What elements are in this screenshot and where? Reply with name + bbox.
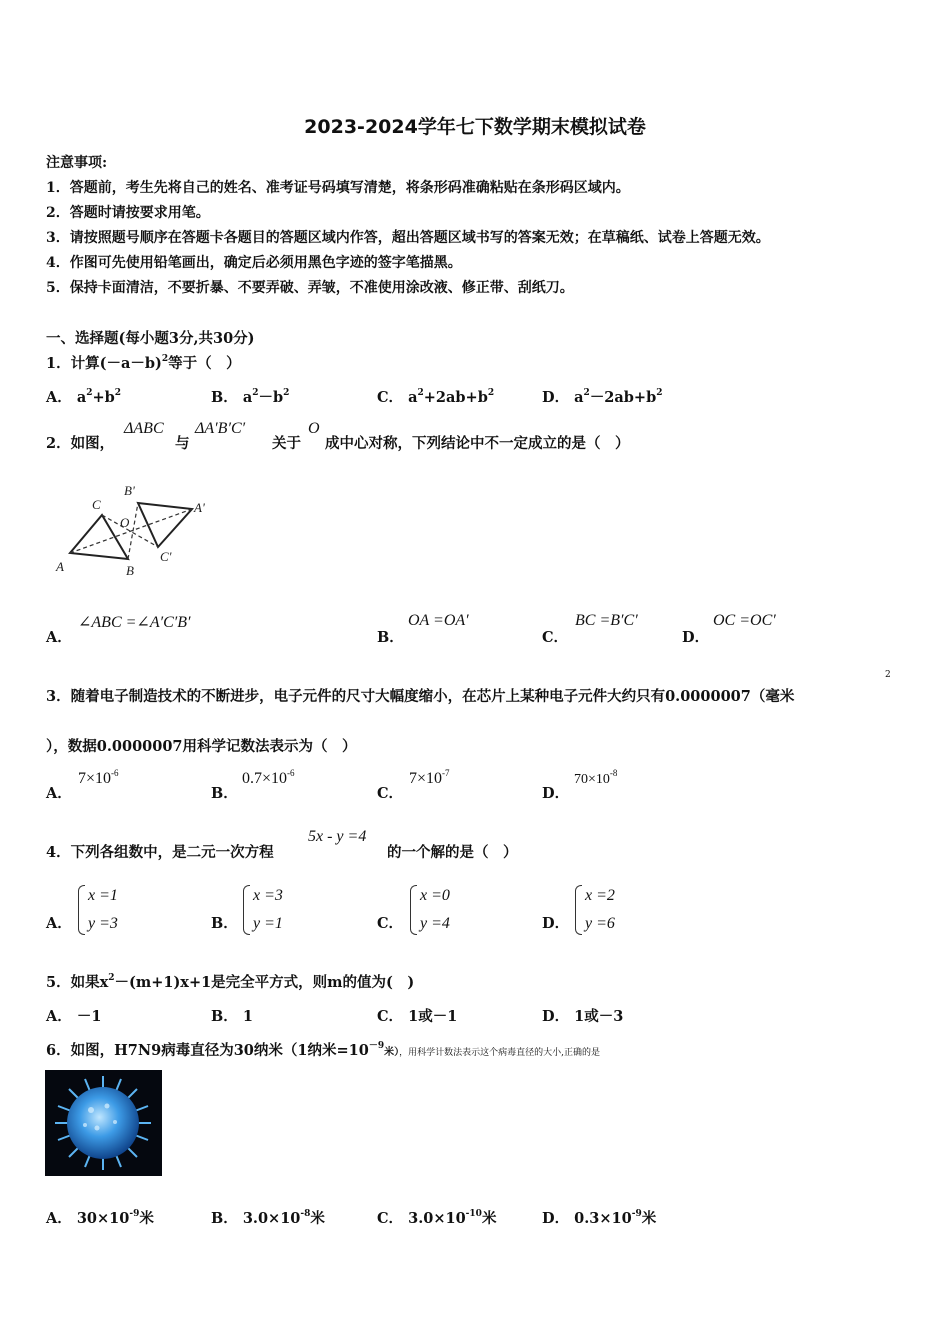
- q2-option-b[interactable]: OA =OA′: [408, 612, 469, 629]
- q5-option-d[interactable]: D． 1或－3: [542, 1008, 624, 1025]
- q4-stem-a: 4．下列各组数中，是二元一次方程: [46, 844, 274, 861]
- q4-stem-b: 的一个解的是（ ）: [387, 844, 518, 861]
- q4-option-b-label[interactable]: B．: [211, 915, 238, 932]
- notice-item-2: 2．答题时请按要求用笔。: [46, 205, 210, 221]
- q5-option-b[interactable]: B． 1: [211, 1008, 253, 1025]
- q2-option-a[interactable]: ∠ABC =∠A′C′B′: [78, 614, 191, 631]
- q1-stem: 1．计算$(-a-b)^2$等于（ ）: [46, 354, 241, 372]
- q6-stem: 6．如图，H7N9病毒直径为30纳米（1纳米$=10^{-9}$米），用科学计数法表示这个病毒直径的大小,正确的是: [46, 1041, 600, 1059]
- q5-option-c[interactable]: C． 1或－1: [377, 1008, 458, 1025]
- q4-option-a[interactable]: x =1 y =3: [78, 882, 118, 938]
- q1-option-a[interactable]: A． $a^2+b^2$: [46, 388, 122, 406]
- notice-item-3: 3．请按照题号顺序在答题卡各题目的答题区域内作答，超出答题区域书写的答案无效；在草稿纸、试卷上答题无效。: [46, 230, 770, 246]
- q3-option-d[interactable]: $70\times 10^{-8}$: [574, 768, 618, 787]
- label-b1: B': [124, 483, 135, 498]
- q2-stem: 2．如图，: [46, 435, 115, 452]
- q6-option-a[interactable]: A． $30\times 10^{-9}$米: [46, 1209, 154, 1227]
- q2-stem-rest: 成中心对称，下列结论中不一定成立的是（ ）: [325, 435, 630, 452]
- q6-option-d[interactable]: D． $0.3\times 10^{-9}$米: [542, 1209, 657, 1227]
- q3-option-b-label[interactable]: B．: [211, 785, 238, 802]
- q4-option-a-label[interactable]: A．: [46, 915, 72, 932]
- q4-option-c[interactable]: x =0 y =4: [410, 882, 450, 938]
- q4-option-d[interactable]: x =2 y =6: [575, 882, 615, 938]
- notice-heading: 注意事项:: [46, 155, 108, 171]
- q4-option-b[interactable]: x =3 y =1: [243, 882, 283, 938]
- section-heading: 一、选择题(每小题3分,共30分): [46, 330, 255, 347]
- notice-item-5: 5．保持卡面清洁，不要折暴、不要弄破、弄皱，不准使用涂改液、修正带、刮纸刀。: [46, 280, 574, 296]
- q5-stem: 5．如果$x^2-(m+1)x+1$是完全平方式，则m的值为( ): [46, 973, 415, 991]
- q2-triangle-abc: ΔABC: [124, 420, 164, 437]
- q2-triangle-a1b1c1: ΔA′B′C′: [195, 420, 246, 437]
- q3-option-b[interactable]: $0.7\times 10^{-6}$: [242, 768, 295, 787]
- q2-word-and: 与: [175, 435, 190, 452]
- q3-option-c[interactable]: $7\times 10^{-7}$: [409, 768, 450, 787]
- label-a1: A': [194, 500, 205, 515]
- q6-option-b[interactable]: B． $3.0\times 10^{-8}$米: [211, 1209, 325, 1227]
- q2-option-b-label[interactable]: B．: [377, 629, 404, 646]
- q2-word-about: 关于: [272, 435, 301, 452]
- q1-option-c[interactable]: C． $a^2+2ab+b^2$: [377, 388, 495, 406]
- notice-item-4: 4．作图可先使用铅笔画出，确定后必须用黑色字迹的签字笔描黑。: [46, 255, 462, 271]
- q4-equation: 5x - y =4: [308, 828, 367, 845]
- q2-option-c-label[interactable]: C．: [542, 629, 569, 646]
- q1-option-d[interactable]: D． $a^2-2ab+b^2$: [542, 388, 663, 406]
- q4-option-d-label[interactable]: D．: [542, 915, 570, 932]
- q2-option-d-label[interactable]: D．: [682, 629, 710, 646]
- q3-stem-line2: ），数据0.0000007用科学记数法表示为（ ）: [46, 738, 357, 755]
- q4-option-c-label[interactable]: C．: [377, 915, 404, 932]
- q3-stem-line1: 3．随着电子制造技术的不断进步，电子元件的尺寸大幅度缩小，在芯片上某种电子元件大约只有0.0000007（毫米: [46, 688, 795, 705]
- label-o: O: [120, 515, 130, 530]
- q3-option-c-label[interactable]: C．: [377, 785, 404, 802]
- label-c: C: [92, 497, 101, 512]
- label-b: B: [126, 563, 134, 578]
- q2-option-d[interactable]: OC =OC′: [713, 612, 776, 629]
- q1-option-b[interactable]: B． $a^2-b^2$: [211, 388, 290, 406]
- q2-figure: [50, 475, 220, 580]
- q3-option-a-label[interactable]: A．: [46, 785, 72, 802]
- q3-option-d-label[interactable]: D．: [542, 785, 570, 802]
- q5-option-a[interactable]: A． －1: [46, 1008, 102, 1025]
- q2-option-c[interactable]: BC =B′C′: [575, 612, 638, 629]
- q2-option-a-label[interactable]: A．: [46, 629, 72, 646]
- label-c1: C': [160, 549, 172, 564]
- q6-option-c[interactable]: C． $3.0\times 10^{-10}$米: [377, 1209, 497, 1227]
- page-title: 2023-2024学年七下数学期末模拟试卷: [304, 116, 646, 138]
- label-a: A: [56, 559, 64, 574]
- q3-exponent: 2: [885, 670, 891, 680]
- notice-item-1: 1．答题前，考生先将自己的姓名、准考证号码填写清楚，将条形码准确粘贴在条形码区域内。: [46, 180, 630, 196]
- q2-center-o: O: [308, 420, 320, 437]
- virus-image: [45, 1070, 162, 1176]
- q3-option-a[interactable]: $7\times 10^{-6}$: [78, 768, 119, 787]
